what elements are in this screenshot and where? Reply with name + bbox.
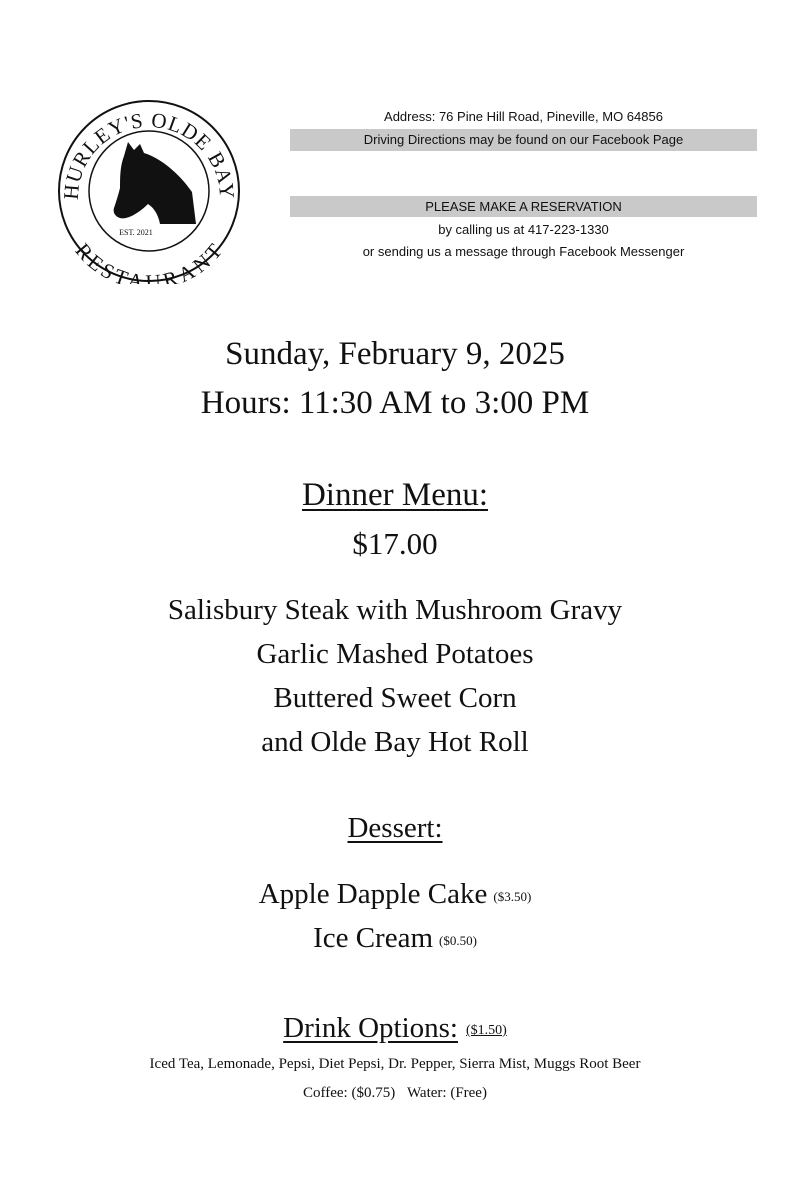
address-line: Address: 76 Pine Hill Road, Pineville, MO 64856 [384,109,663,124]
logo-top-text: HURLEY'S OLDE BAY [58,107,240,201]
drinks-heading-text: Drink Options: [283,1012,458,1044]
dessert-price: ($3.50) [493,889,532,904]
drinks-heading [0,1012,790,1045]
logo-est-text: EST. 2021 [119,228,153,237]
coffee-price: Coffee: ($0.75) [303,1085,396,1101]
water-price: Water: (Free) [406,1085,487,1101]
dessert-item [0,878,790,911]
logo-bottom-text: RESTAURANT [70,238,228,284]
other-drinks [0,1085,790,1102]
horse-head-icon [114,142,196,224]
dessert-item [0,922,790,955]
svg-text:RESTAURANT [71,238,228,284]
menu-date: Sunday, February 9, 2025 [225,336,565,372]
dessert-heading-text: Dessert: [347,812,443,844]
restaurant-logo [56,98,242,284]
reservation-banner: PLEASE MAKE A RESERVATION [290,196,757,217]
dessert-name: Apple Dapple Cake [258,878,488,910]
dinner-item: Salisbury Steak with Mushroom Gravy [167,594,623,626]
dinner-item: Garlic Mashed Potatoes [256,638,534,670]
dinner-item: Buttered Sweet Corn [273,682,517,714]
drinks-price: ($1.50) [465,1023,507,1038]
directions-banner: Driving Directions may be found on our Facebook Page [290,129,757,151]
drinks-list: Iced Tea, Lemonade, Pepsi, Diet Pepsi, Dr. Pepper, Sierra Mist, Muggs Root Beer [149,1056,641,1072]
dessert-price: ($0.50) [439,933,477,948]
dinner-price: $17.00 [352,526,438,561]
dessert-name: Ice Cream [313,922,434,954]
reservation-messenger: or sending us a message through Facebook Messenger [362,244,685,259]
dinner-heading [0,477,790,514]
dessert-heading [0,812,790,845]
reservation-phone: by calling us at 417-223-1330 [438,222,609,237]
opening-hours: Hours: 11:30 AM to 3:00 PM [200,385,590,421]
dinner-item: and Olde Bay Hot Roll [261,726,529,758]
dinner-heading-text: Dinner Menu: [301,477,489,513]
